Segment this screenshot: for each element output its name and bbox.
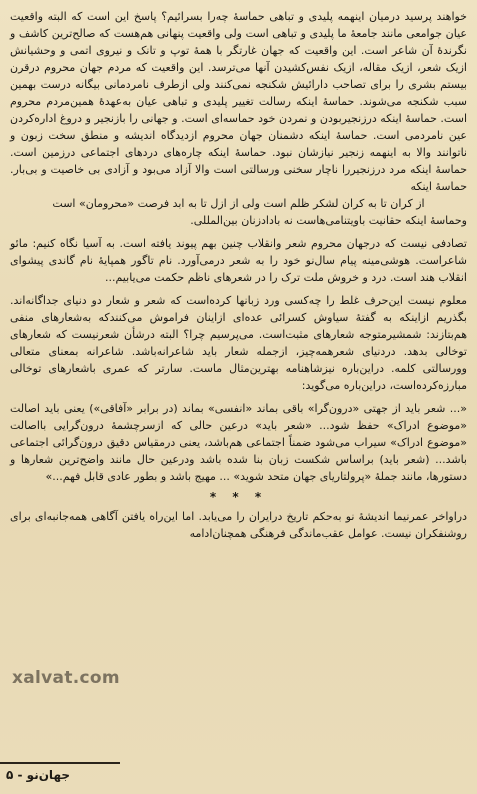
paragraph-4: معلوم نیست این‌حرف غلط را چه‌کسی ورد زبانها کرده‌است که شعر و شعار دو دنیای جداگانه‌اند. بگذریم ازاینکه به گفتهٔ سیاوش کسرائی عده‌ای ازاینان فراموش می‌کنندکه به‌شعارهای منفی هم‌بتازند: شمشیرمتوجه شعارهای مثبت‌است. می‌پرسیم چرا؟ البته درشأن شعرنیست که شعارهای توخالی بدهد. دردنیای شعرهمه‌چیز، ازجمله شعار باید شاعرانه‌باشد. شاعرانه بمعنای متعالی وورسالتی کلمه. دراین‌باره نیزشاهنامه بهترین‌مثال ماست. سارتر که عمری باشعارهای توخالی مبارزه‌کرده‌است، دراین‌باره می‌گوید: <box>10 294 467 392</box>
paragraph-1: خواهند پرسید درمیان اینهمه پلیدی و تباهی حماسهٔ چه‌را بسرائیم؟ پاسخ این است که البته واقعیت عیان جوامعی مانند جامعهٔ ما پلیدی و تباهی است ولی واقعیت پنهانی هم‌هست که صالح‌ترین کاشف و نگرندهٔ آن شاعر است. این واقعیت که جهان غارتگر با همهٔ توپ و تانک و نیروی اتمی و وحشیانش ازیک شعر، ازیک مقاله، ازیک نفس‌کشیدن آنها می‌ترسد. این واقعیت که مردم جهان محروم درقرن بیستم بشری را برای تصاحب دارائیش شکنجه نمی‌کنند ولی ازطرف نامردمانی بیگانه درست بهمین سبب شکنجه می‌شوند. حماسهٔ اینکه رسالت تغییر پلیدی و تباهی عیان به‌عهدهٔ همین‌مردم محروم است. حماسهٔ اینکه درزنجیربودن و نمردن خود حماسه‌ای است. و جهانی را بازنجیر و دروغ اداره‌کردن عین نامردمی است. حماسهٔ اینکه دشمنان جهان محروم ازدیدگاه اندیشه و منطق سخت زبون و ناتوانند والا به اینهمه زنجیر نیازشان نبود. حماسهٔ اینکه چاره‌های دردهای اجتماعی درزمین است. حماسهٔ اینکه مرد درزنجیررا ناچار سخنی ورسالتی است والا آزاد می‌بود و آزادی بی خاصیت و بی‌بار. حماسهٔ اینکه <box>10 10 467 193</box>
poem-verse: از کران تا به کران لشکر ظلم است ولی از ازل تا به ابد فرصت «محرومان» است <box>52 197 425 210</box>
footer-divider <box>0 762 120 764</box>
article-body <box>10 8 467 542</box>
watermark: xalvat.com <box>12 668 120 688</box>
paragraph-3: تصادفی نیست که درجهان محروم شعر وانقلاب چنین بهم پیوند یافته است. به آسیا نگاه کنیم: مائو شاعراست. هوشی‌مینه پیام سال‌نو خود را به شعر درمی‌آورد. نام تاگور همپایهٔ نام گاندی پیشوای انقلاب هند است. درد و خروش ملت ترک را در شعرهای ناظم حکمت می‌یابیم... <box>10 237 467 284</box>
section-separator: * * * <box>209 490 268 504</box>
page-footer: جهان‌نو - ۵ <box>6 768 71 782</box>
paragraph-2: وحماسهٔ اینکه حقانیت باویتنامی‌هاست نه بادادزنان بین‌المللی. <box>190 214 467 227</box>
quote-sartre: «... شعر باید از جهتی «درون‌گرا» باقی بماند «انفسی» بماند (در برابر «آفاقی») یعنی باید اصالت «موضوع ادراک» حفظ شود... «شعر باید» درعین حالی که ازسرچشمهٔ درون‌گرایی بااصالت «موضوع ادراک» سیراب می‌شود ضمناً اجتماعی هم‌باشد، یعنی درمقیاس دقیق درون‌گرائی اجتماعی باشد... (شعر باید) براساس شکست زبان بنا شده باشد ودرعین حال مانند واضح‌ترین شعارها و دستورها، مانند جملهٔ «پرولتاریای جهان متحد شوید» ... مهیج باشد و بطور عادی قابل فهم...» <box>10 402 467 483</box>
paragraph-5: دراواخر عمرنیما اندیشهٔ نو به‌حکم تاریخ درایران را می‌یابد. اما این‌راه یافتن آگاهی همه‌جانبه‌ای برای روشنفکران نیست. عوامل عقب‌ماندگی فرهنگی همچنان‌ادامه <box>10 510 467 540</box>
